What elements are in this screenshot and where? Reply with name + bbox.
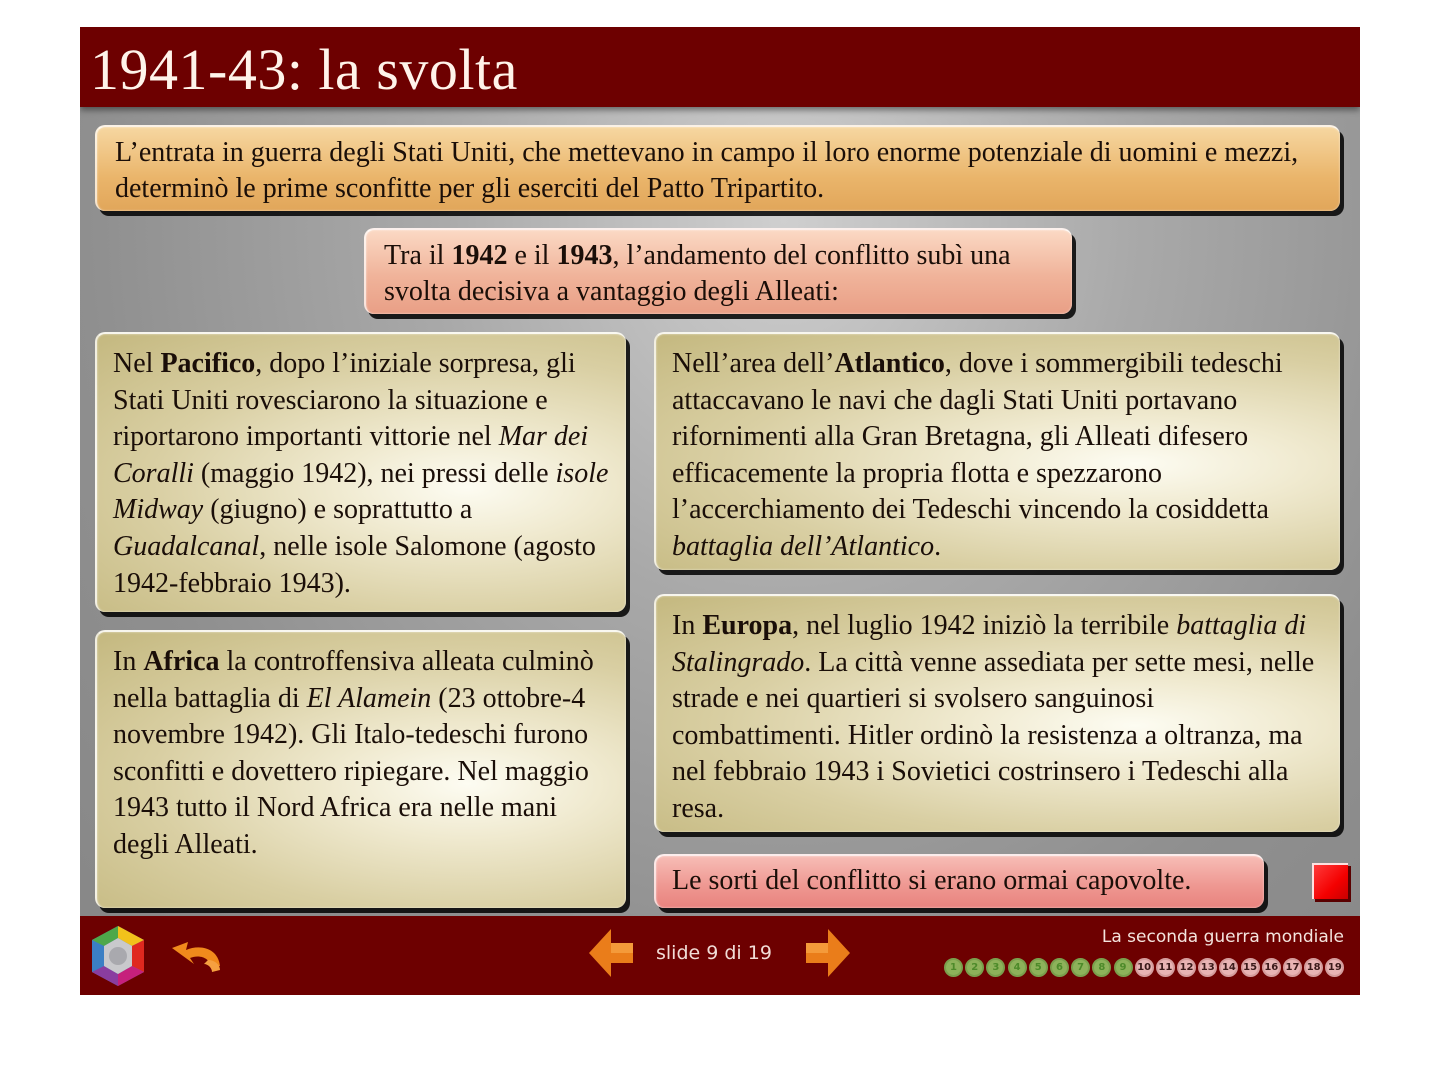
slide-counter: slide 9 di 19 [656, 942, 772, 964]
pacifico-place-midway: isole Midway [113, 457, 609, 526]
turning-text-mid: e il [507, 240, 557, 271]
pacifico-box [95, 332, 626, 612]
slide-dot-9[interactable]: 9 [1114, 958, 1133, 977]
footer-nav-bar [80, 916, 1360, 995]
slide-dot-7[interactable]: 7 [1071, 958, 1090, 977]
slide-dot-15[interactable]: 15 [1241, 958, 1260, 977]
africa-text: In [113, 646, 144, 677]
europa-text: . La città venne assediata per sette mesi, nelle strade e nei quartieri si svolsero sanguinosi combattimenti. Hitler ordinò la resistenza a oltranza, ma nel febbraio 1943 i Sovietici costrinsero i Tedeschi alla resa. [672, 646, 1315, 824]
slide-dot-19[interactable]: 19 [1325, 958, 1344, 977]
turning-text-post: , l’andamento del conflitto subì una svolta decisiva a vantaggio degli Alleati: [384, 240, 1011, 307]
africa-text: (23 ottobre-4 novembre 1942). Gli Italo-tedeschi furono sconfitti e dovettero ripiegare. Nel maggio 1943 tutto il Nord Africa era nelle mani degli Alleati. [113, 682, 589, 860]
turning-year-1942: 1942 [451, 240, 508, 271]
slide-dot-13[interactable]: 13 [1198, 958, 1217, 977]
pacifico-text: (giugno) e soprattutto a [203, 494, 473, 526]
europa-keyword: Europa [702, 610, 793, 641]
slide-dot-18[interactable]: 18 [1304, 958, 1323, 977]
slide-dot-8[interactable]: 8 [1092, 958, 1111, 977]
intro-text: L’entrata in guerra degli Stati Uniti, che mettevano in campo il loro enorme potenziale di uomini e mezzi, determinò le prime sconfitte per gli eserciti del Patto Tripartito. [115, 137, 1299, 204]
pacifico-text: , nelle isole Salomone (agosto 1942-febbraio 1943). [113, 530, 596, 599]
slide-dot-3[interactable]: 3 [986, 958, 1005, 977]
europa-text: , nel luglio 1942 iniziò la terribile [792, 610, 1177, 641]
pacifico-keyword: Pacifico [160, 348, 256, 379]
stop-button[interactable] [1312, 863, 1348, 899]
atlantico-keyword: Atlantico [834, 348, 945, 379]
atlantico-box [654, 332, 1340, 570]
slide-dot-4[interactable]: 4 [1008, 958, 1027, 977]
pacifico-place-coral-sea: Mar dei Coralli [113, 421, 589, 489]
slide-dot-2[interactable]: 2 [965, 958, 984, 977]
slide-dot-6[interactable]: 6 [1050, 958, 1069, 977]
africa-place-el-alamein: El Alamein [306, 682, 432, 714]
atlantico-battle: battaglia dell’Atlantico [672, 530, 935, 562]
slide-dot-17[interactable]: 17 [1283, 958, 1302, 977]
turning-text-pre: Tra il [384, 240, 452, 271]
atlantico-text: Nell’area dell’ [672, 348, 835, 379]
europa-battle: battaglia di Stalingrado [672, 610, 1307, 678]
europa-box [654, 594, 1340, 832]
slide [80, 27, 1360, 995]
intro-box [95, 125, 1340, 211]
europa-text: In [672, 610, 703, 641]
pacifico-place-guadalcanal: Guadalcanal [113, 530, 260, 562]
pacifico-text: , dopo l’iniziale sorpresa, gli Stati Uniti rovesciarono la situazione e riportarono importanti vittorie nel [113, 348, 576, 453]
slide-dots-nav [944, 958, 1344, 977]
arrow-left-icon[interactable] [587, 926, 635, 980]
slide-dot-12[interactable]: 12 [1177, 958, 1196, 977]
atlantico-text: . [934, 530, 942, 562]
atlantico-text: , dove i sommergibili tedeschi attaccavano le navi che dagli Stati Uniti portavano rifornimenti alla Gran Bretagna, gli Alleati difesero efficacemente la propria flotta e spezzarono l’accerchiamento dei Tedeschi vincendo la cosiddetta [672, 348, 1283, 526]
hexagon-logo-icon[interactable] [86, 924, 150, 988]
africa-text: la controffensiva alleata culminò nella battaglia di [113, 646, 594, 714]
slide-dot-5[interactable]: 5 [1029, 958, 1048, 977]
slide-dot-11[interactable]: 11 [1156, 958, 1175, 977]
arrow-right-icon[interactable] [804, 926, 852, 980]
title-bar [80, 27, 1360, 107]
slide-dot-10[interactable]: 10 [1135, 958, 1154, 977]
africa-keyword: Africa [143, 646, 220, 677]
africa-box [95, 630, 626, 908]
turning-year-1943: 1943 [556, 240, 613, 271]
conclusion-text: Le sorti del conflitto si erano ormai capovolte. [672, 865, 1192, 896]
course-title: La seconda guerra mondiale [1101, 927, 1344, 947]
slide-dot-14[interactable]: 14 [1219, 958, 1238, 977]
slide-dot-16[interactable]: 16 [1262, 958, 1281, 977]
slide-dot-1[interactable]: 1 [944, 958, 963, 977]
conclusion-box [654, 854, 1264, 908]
turning-point-box [364, 228, 1072, 314]
pacifico-text: (maggio 1942), nei pressi delle [193, 457, 556, 489]
curved-back-arrow-icon[interactable] [166, 934, 228, 980]
slide-title: 1941-43: la svolta [90, 37, 518, 102]
pacifico-text: Nel [113, 348, 161, 379]
